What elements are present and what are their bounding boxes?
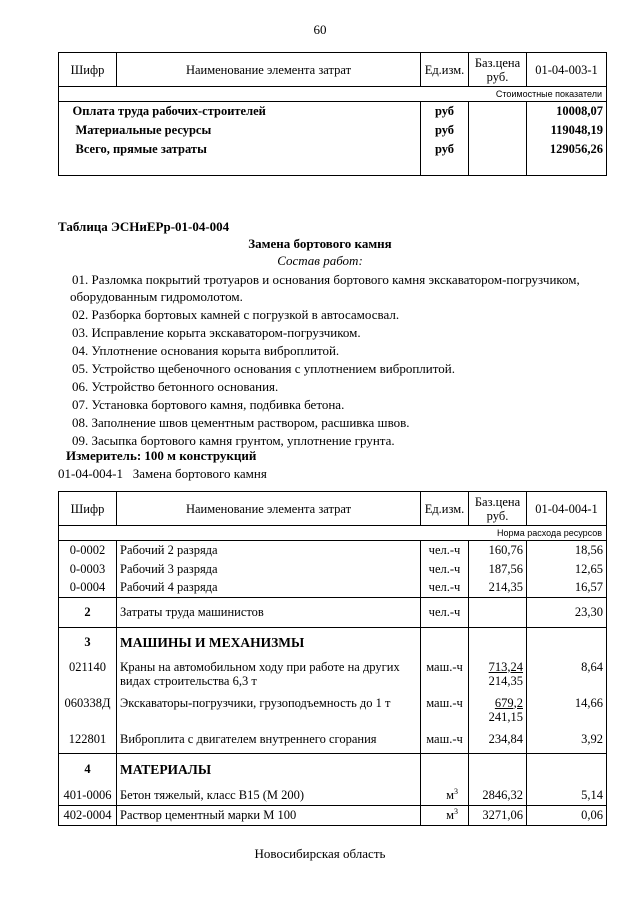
section-code: 4: [59, 754, 117, 786]
row-price: 679,2 241,15: [469, 694, 527, 726]
row-name: Экскаваторы-погрузчики, грузоподъемность до 1 т: [117, 694, 421, 726]
row-code: 402-0004: [59, 806, 117, 826]
row-name: Рабочий 3 разряда: [117, 560, 421, 579]
row-price: 2846,32: [469, 786, 527, 806]
table-header-row: [59, 53, 607, 87]
row-code: 021140: [59, 658, 117, 694]
list-item: 07. Установка бортового камня, подбивка бетона.: [72, 397, 345, 412]
table-row: [59, 786, 607, 806]
row-unit: чел.-ч: [421, 598, 469, 628]
table-row: [59, 560, 607, 579]
row-code: 0-0004: [59, 579, 117, 598]
list-item: 09. Засыпка бортового камня грунтом, уплотнение грунта.: [72, 433, 395, 448]
row-code: 2: [59, 598, 117, 628]
col-name-header: Наименование элемента затрат: [117, 53, 421, 87]
row-unit: $м^3$: [421, 786, 469, 806]
row-value: 119048,19: [527, 121, 607, 140]
row-name: Оплата труда рабочих-строителей: [72, 103, 266, 118]
list-item: 02. Разборка бортовых камней с погрузкой в автосамосвал.: [72, 307, 400, 322]
section-name: МАТЕРИАЛЫ: [117, 754, 421, 786]
section-heading: Замена бортового камня: [248, 236, 392, 251]
col-code-header: Шифр: [59, 53, 117, 87]
row-name: Краны на автомобильном ходу при работе на других видах строительства 6,3 т: [117, 658, 421, 694]
subheader-label: Норма расхода ресурсов: [59, 526, 607, 541]
row-value: 12,65: [527, 560, 607, 579]
row-value: 0,06: [527, 806, 607, 826]
section-row: [59, 754, 607, 786]
subheader-label: Стоимостные показатели: [59, 87, 607, 102]
col-code-value-header: 01-04-004-1: [527, 492, 607, 526]
row-unit: руб: [421, 102, 469, 121]
row-price: 3271,06: [469, 806, 527, 826]
table-header-row: [59, 492, 607, 526]
table-row: [59, 541, 607, 560]
row-price: 214,35: [469, 579, 527, 598]
cost-table-1: [58, 52, 607, 176]
item-label: 01-04-004-1 Замена бортового камня: [58, 466, 267, 481]
table-row: [59, 658, 607, 694]
col-unit-header: Ед.изм.: [421, 492, 469, 526]
table-row: [59, 102, 607, 121]
works-list: [72, 271, 612, 449]
row-name: Материальные ресурсы: [75, 122, 212, 137]
row-name: Виброплита с двигателем внутреннего сгорания: [117, 726, 421, 754]
table-row: [59, 806, 607, 826]
col-price-header: Баз.цена руб.: [469, 492, 527, 526]
row-unit: чел.-ч: [421, 541, 469, 560]
col-name-header: Наименование элемента затрат: [117, 492, 421, 526]
list-item: 01. Разломка покрытий тротуаров и основания бортового камня экскаватором-погрузчиком,: [72, 272, 580, 287]
row-unit: чел.-ч: [421, 579, 469, 598]
col-code-value-header: 01-04-003-1: [527, 53, 607, 87]
table-row: [59, 726, 607, 754]
row-unit: маш.-ч: [421, 726, 469, 754]
row-value: 23,30: [527, 598, 607, 628]
row-unit: маш.-ч: [421, 694, 469, 726]
table-title: Таблица ЭСНиЕРр-01-04-004: [58, 219, 230, 234]
table-row: [59, 598, 607, 628]
subheader-row: [59, 526, 607, 541]
measure-label: Измеритель: 100 м конструкций: [66, 448, 257, 463]
row-name: Рабочий 4 разряда: [117, 579, 421, 598]
list-item: 03. Исправление корыта экскаватором-погрузчиком.: [72, 325, 361, 340]
row-code: 122801: [59, 726, 117, 754]
row-code: 0-0003: [59, 560, 117, 579]
resource-table: [58, 491, 607, 826]
row-name: Раствор цементный марки М 100: [117, 806, 421, 826]
composition-label: Состав работ:: [277, 253, 363, 268]
section-name: МАШИНЫ И МЕХАНИЗМЫ: [117, 628, 421, 658]
row-unit: $м^3$: [421, 806, 469, 826]
row-value: 18,56: [527, 541, 607, 560]
section-row: [59, 628, 607, 658]
row-name: Бетон тяжелый, класс В15 (М 200): [117, 786, 421, 806]
row-value: 14,66: [527, 694, 607, 726]
page-number: 60: [313, 22, 327, 37]
row-value: 10008,07: [527, 102, 607, 121]
footer-region: Новосибирская область: [254, 846, 386, 861]
row-name: Затраты труда машинистов: [117, 598, 421, 628]
row-name: Рабочий 2 разряда: [117, 541, 421, 560]
row-name: Всего, прямые затраты: [75, 141, 207, 156]
row-value: 5,14: [527, 786, 607, 806]
list-item: 08. Заполнение швов цементным раствором, расшивка швов.: [72, 415, 410, 430]
row-unit: маш.-ч: [421, 658, 469, 694]
subheader-row: [59, 87, 607, 102]
row-code: 060338Д: [59, 694, 117, 726]
row-unit: руб: [421, 121, 469, 140]
row-code: 401-0006: [59, 786, 117, 806]
row-price: 160,76: [469, 541, 527, 560]
row-code: 0-0002: [59, 541, 117, 560]
row-value: 8,64: [527, 658, 607, 694]
table-row: [59, 140, 607, 159]
list-item: 04. Уплотнение основания корыта виброплитой.: [72, 343, 340, 358]
section-code: 3: [59, 628, 117, 658]
row-price: 187,56: [469, 560, 527, 579]
row-unit: чел.-ч: [421, 560, 469, 579]
row-unit: руб: [421, 140, 469, 159]
list-item: 05. Устройство щебеночного основания с уплотнением виброплитой.: [72, 361, 455, 376]
row-price: 234,84: [469, 726, 527, 754]
col-price-header: Баз.цена руб.: [469, 53, 527, 87]
row-value: 3,92: [527, 726, 607, 754]
row-price: 713,24 214,35: [469, 658, 527, 694]
col-code-header: Шифр: [59, 492, 117, 526]
list-item: оборудованным гидромолотом.: [70, 289, 243, 304]
table-row: [59, 579, 607, 598]
row-value: 16,57: [527, 579, 607, 598]
col-unit-header: Ед.изм.: [421, 53, 469, 87]
table-row: [59, 121, 607, 140]
table-row: [59, 694, 607, 726]
list-item: 06. Устройство бетонного основания.: [72, 379, 279, 394]
row-value: 129056,26: [527, 140, 607, 159]
